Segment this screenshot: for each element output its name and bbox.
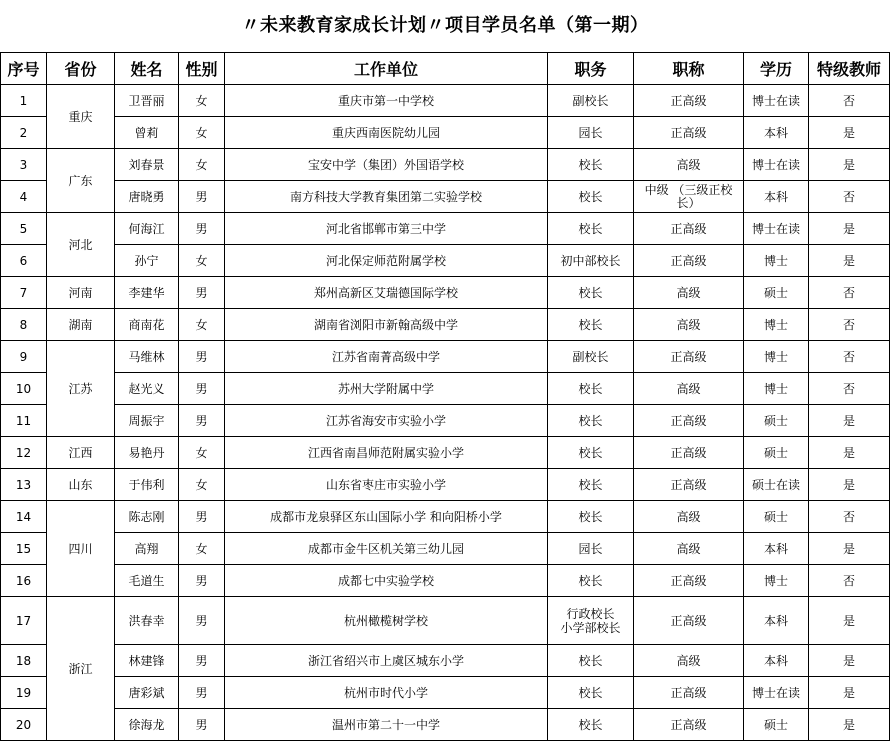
gender-cell: 男 [179,645,225,677]
education-cell: 硕士 [744,277,809,309]
position-cell: 行政校长 小学部校长 [548,597,634,645]
education-cell: 本科 [744,533,809,565]
position-cell: 校长 [548,277,634,309]
special-teacher-cell: 是 [809,437,890,469]
row-number: 12 [1,437,47,469]
roster-body [1,85,890,741]
row-number: 10 [1,373,47,405]
table-row [1,469,890,501]
province-cell: 湖南 [47,309,115,341]
position-cell: 校长 [548,181,634,213]
job-title-cell: 正高级 [634,469,744,501]
row-number: 15 [1,533,47,565]
special-teacher-cell: 是 [809,645,890,677]
header-education: 学历 [744,53,809,85]
work-unit-cell: 河北保定师范附属学校 [225,245,548,277]
special-teacher-cell: 是 [809,677,890,709]
position-cell: 校长 [548,677,634,709]
work-unit-cell: 南方科技大学教育集团第二实验学校 [225,181,548,213]
education-cell: 博士在读 [744,213,809,245]
student-name: 唐彩斌 [115,677,179,709]
gender-cell: 男 [179,597,225,645]
student-name: 毛道生 [115,565,179,597]
row-number: 5 [1,213,47,245]
student-name: 马维林 [115,341,179,373]
special-teacher-cell: 否 [809,309,890,341]
position-cell: 校长 [548,469,634,501]
header-unit: 工作单位 [225,53,548,85]
job-title-cell: 高级 [634,501,744,533]
gender-cell: 男 [179,565,225,597]
row-number: 9 [1,341,47,373]
work-unit-cell: 山东省枣庄市实验小学 [225,469,548,501]
education-cell: 本科 [744,181,809,213]
work-unit-cell: 温州市第二十一中学 [225,709,548,741]
position-cell: 副校长 [548,341,634,373]
work-unit-cell: 湖南省浏阳市新翰高级中学 [225,309,548,341]
gender-cell: 男 [179,181,225,213]
row-number: 3 [1,149,47,181]
position-cell: 校长 [548,213,634,245]
table-row [1,533,890,565]
work-unit-cell: 成都市金牛区机关第三幼儿园 [225,533,548,565]
student-name: 高翔 [115,533,179,565]
job-title-cell: 高级 [634,277,744,309]
province-cell: 重庆 [47,85,115,149]
special-teacher-cell: 是 [809,709,890,741]
special-teacher-cell: 是 [809,149,890,181]
education-cell: 硕士 [744,437,809,469]
province-cell: 江西 [47,437,115,469]
row-number: 11 [1,405,47,437]
table-row [1,501,890,533]
work-unit-cell: 浙江省绍兴市上虞区城东小学 [225,645,548,677]
row-number: 8 [1,309,47,341]
gender-cell: 女 [179,533,225,565]
work-unit-cell: 重庆西南医院幼儿园 [225,117,548,149]
position-cell: 校长 [548,645,634,677]
special-teacher-cell: 是 [809,597,890,645]
education-cell: 博士 [744,245,809,277]
job-title-cell: 正高级 [634,437,744,469]
special-teacher-cell: 是 [809,213,890,245]
student-name: 洪春幸 [115,597,179,645]
gender-cell: 男 [179,277,225,309]
job-title-cell: 高级 [634,645,744,677]
position-cell: 园长 [548,117,634,149]
education-cell: 博士在读 [744,149,809,181]
education-cell: 博士 [744,341,809,373]
header-gender: 性别 [179,53,225,85]
job-title-cell: 正高级 [634,85,744,117]
student-name: 陈志刚 [115,501,179,533]
gender-cell: 男 [179,709,225,741]
table-row [1,117,890,149]
education-cell: 博士 [744,309,809,341]
education-cell: 硕士 [744,501,809,533]
job-title-cell: 高级 [634,309,744,341]
education-cell: 博士在读 [744,85,809,117]
table-row [1,405,890,437]
gender-cell: 男 [179,677,225,709]
position-cell: 校长 [548,437,634,469]
row-number: 1 [1,85,47,117]
job-title-cell: 正高级 [634,597,744,645]
job-title-cell: 正高级 [634,405,744,437]
student-name: 于伟利 [115,469,179,501]
header-no: 序号 [1,53,47,85]
work-unit-cell: 成都市龙泉驿区东山国际小学 和向阳桥小学 [225,501,548,533]
work-unit-cell: 杭州橄榄树学校 [225,597,548,645]
table-row [1,709,890,741]
job-title-cell: 正高级 [634,677,744,709]
job-title-cell: 中级 （三级正校长） [634,181,744,213]
work-unit-cell: 江苏省南菁高级中学 [225,341,548,373]
header-position: 职务 [548,53,634,85]
header-row [1,53,890,85]
student-name: 李建华 [115,277,179,309]
row-number: 6 [1,245,47,277]
table-row [1,181,890,213]
position-cell: 校长 [548,709,634,741]
work-unit-cell: 江苏省海安市实验小学 [225,405,548,437]
province-cell: 河南 [47,277,115,309]
job-title-cell: 高级 [634,149,744,181]
student-name: 刘春景 [115,149,179,181]
position-cell: 校长 [548,501,634,533]
table-row [1,565,890,597]
province-cell: 山东 [47,469,115,501]
student-name: 曾莉 [115,117,179,149]
student-name: 林建锋 [115,645,179,677]
row-number: 18 [1,645,47,677]
work-unit-cell: 成都七中实验学校 [225,565,548,597]
position-cell: 园长 [548,533,634,565]
row-number: 16 [1,565,47,597]
table-row [1,245,890,277]
position-cell: 副校长 [548,85,634,117]
student-name: 易艳丹 [115,437,179,469]
gender-cell: 女 [179,437,225,469]
position-cell: 校长 [548,373,634,405]
header-name: 姓名 [115,53,179,85]
student-name: 唐晓勇 [115,181,179,213]
student-name: 徐海龙 [115,709,179,741]
education-cell: 博士在读 [744,677,809,709]
province-cell: 四川 [47,501,115,597]
table-row [1,373,890,405]
position-cell: 校长 [548,405,634,437]
document-title: 〃未来教育家成长计划〃项目学员名单（第一期） [241,15,649,36]
row-number: 7 [1,277,47,309]
work-unit-cell: 杭州市时代小学 [225,677,548,709]
job-title-cell: 正高级 [634,565,744,597]
job-title-cell: 高级 [634,373,744,405]
province-cell: 浙江 [47,597,115,741]
education-cell: 硕士 [744,709,809,741]
education-cell: 本科 [744,597,809,645]
job-title-cell: 正高级 [634,341,744,373]
special-teacher-cell: 是 [809,405,890,437]
table-row [1,213,890,245]
header-province: 省份 [47,53,115,85]
education-cell: 博士 [744,565,809,597]
gender-cell: 男 [179,373,225,405]
row-number: 19 [1,677,47,709]
student-name: 孙宁 [115,245,179,277]
gender-cell: 男 [179,213,225,245]
province-cell: 广东 [47,149,115,213]
gender-cell: 男 [179,501,225,533]
province-cell: 河北 [47,213,115,277]
row-number: 2 [1,117,47,149]
row-number: 17 [1,597,47,645]
header-title: 职称 [634,53,744,85]
education-cell: 本科 [744,645,809,677]
table-row [1,309,890,341]
special-teacher-cell: 否 [809,501,890,533]
student-name: 周振宇 [115,405,179,437]
table-row [1,677,890,709]
work-unit-cell: 河北省邯郸市第三中学 [225,213,548,245]
job-title-cell: 正高级 [634,245,744,277]
education-cell: 本科 [744,117,809,149]
special-teacher-cell: 否 [809,373,890,405]
header-special-teacher: 特级教师 [809,53,890,85]
table-row [1,597,890,645]
position-cell: 初中部校长 [548,245,634,277]
special-teacher-cell: 是 [809,245,890,277]
row-number: 20 [1,709,47,741]
table-row [1,149,890,181]
row-number: 13 [1,469,47,501]
student-name: 何海江 [115,213,179,245]
gender-cell: 女 [179,245,225,277]
work-unit-cell: 苏州大学附属中学 [225,373,548,405]
special-teacher-cell: 是 [809,533,890,565]
position-cell: 校长 [548,565,634,597]
gender-cell: 女 [179,309,225,341]
special-teacher-cell: 否 [809,85,890,117]
position-cell: 校长 [548,309,634,341]
education-cell: 硕士在读 [744,469,809,501]
special-teacher-cell: 否 [809,341,890,373]
table-row [1,85,890,117]
special-teacher-cell: 是 [809,469,890,501]
special-teacher-cell: 否 [809,277,890,309]
table-row [1,341,890,373]
gender-cell: 男 [179,405,225,437]
table-row [1,645,890,677]
roster-table [0,52,890,741]
special-teacher-cell: 是 [809,117,890,149]
special-teacher-cell: 否 [809,565,890,597]
education-cell: 博士 [744,373,809,405]
gender-cell: 女 [179,117,225,149]
work-unit-cell: 江西省南昌师范附属实验小学 [225,437,548,469]
gender-cell: 女 [179,469,225,501]
work-unit-cell: 郑州高新区艾瑞德国际学校 [225,277,548,309]
student-name: 卫晋丽 [115,85,179,117]
student-name: 赵光义 [115,373,179,405]
position-cell: 校长 [548,149,634,181]
job-title-cell: 正高级 [634,117,744,149]
gender-cell: 女 [179,85,225,117]
table-row [1,277,890,309]
job-title-cell: 正高级 [634,709,744,741]
table-row [1,437,890,469]
gender-cell: 男 [179,341,225,373]
job-title-cell: 高级 [634,533,744,565]
province-cell: 江苏 [47,341,115,437]
work-unit-cell: 重庆市第一中学校 [225,85,548,117]
work-unit-cell: 宝安中学（集团）外国语学校 [225,149,548,181]
student-name: 商南花 [115,309,179,341]
job-title-cell: 正高级 [634,213,744,245]
special-teacher-cell: 否 [809,181,890,213]
row-number: 4 [1,181,47,213]
gender-cell: 女 [179,149,225,181]
row-number: 14 [1,501,47,533]
education-cell: 硕士 [744,405,809,437]
